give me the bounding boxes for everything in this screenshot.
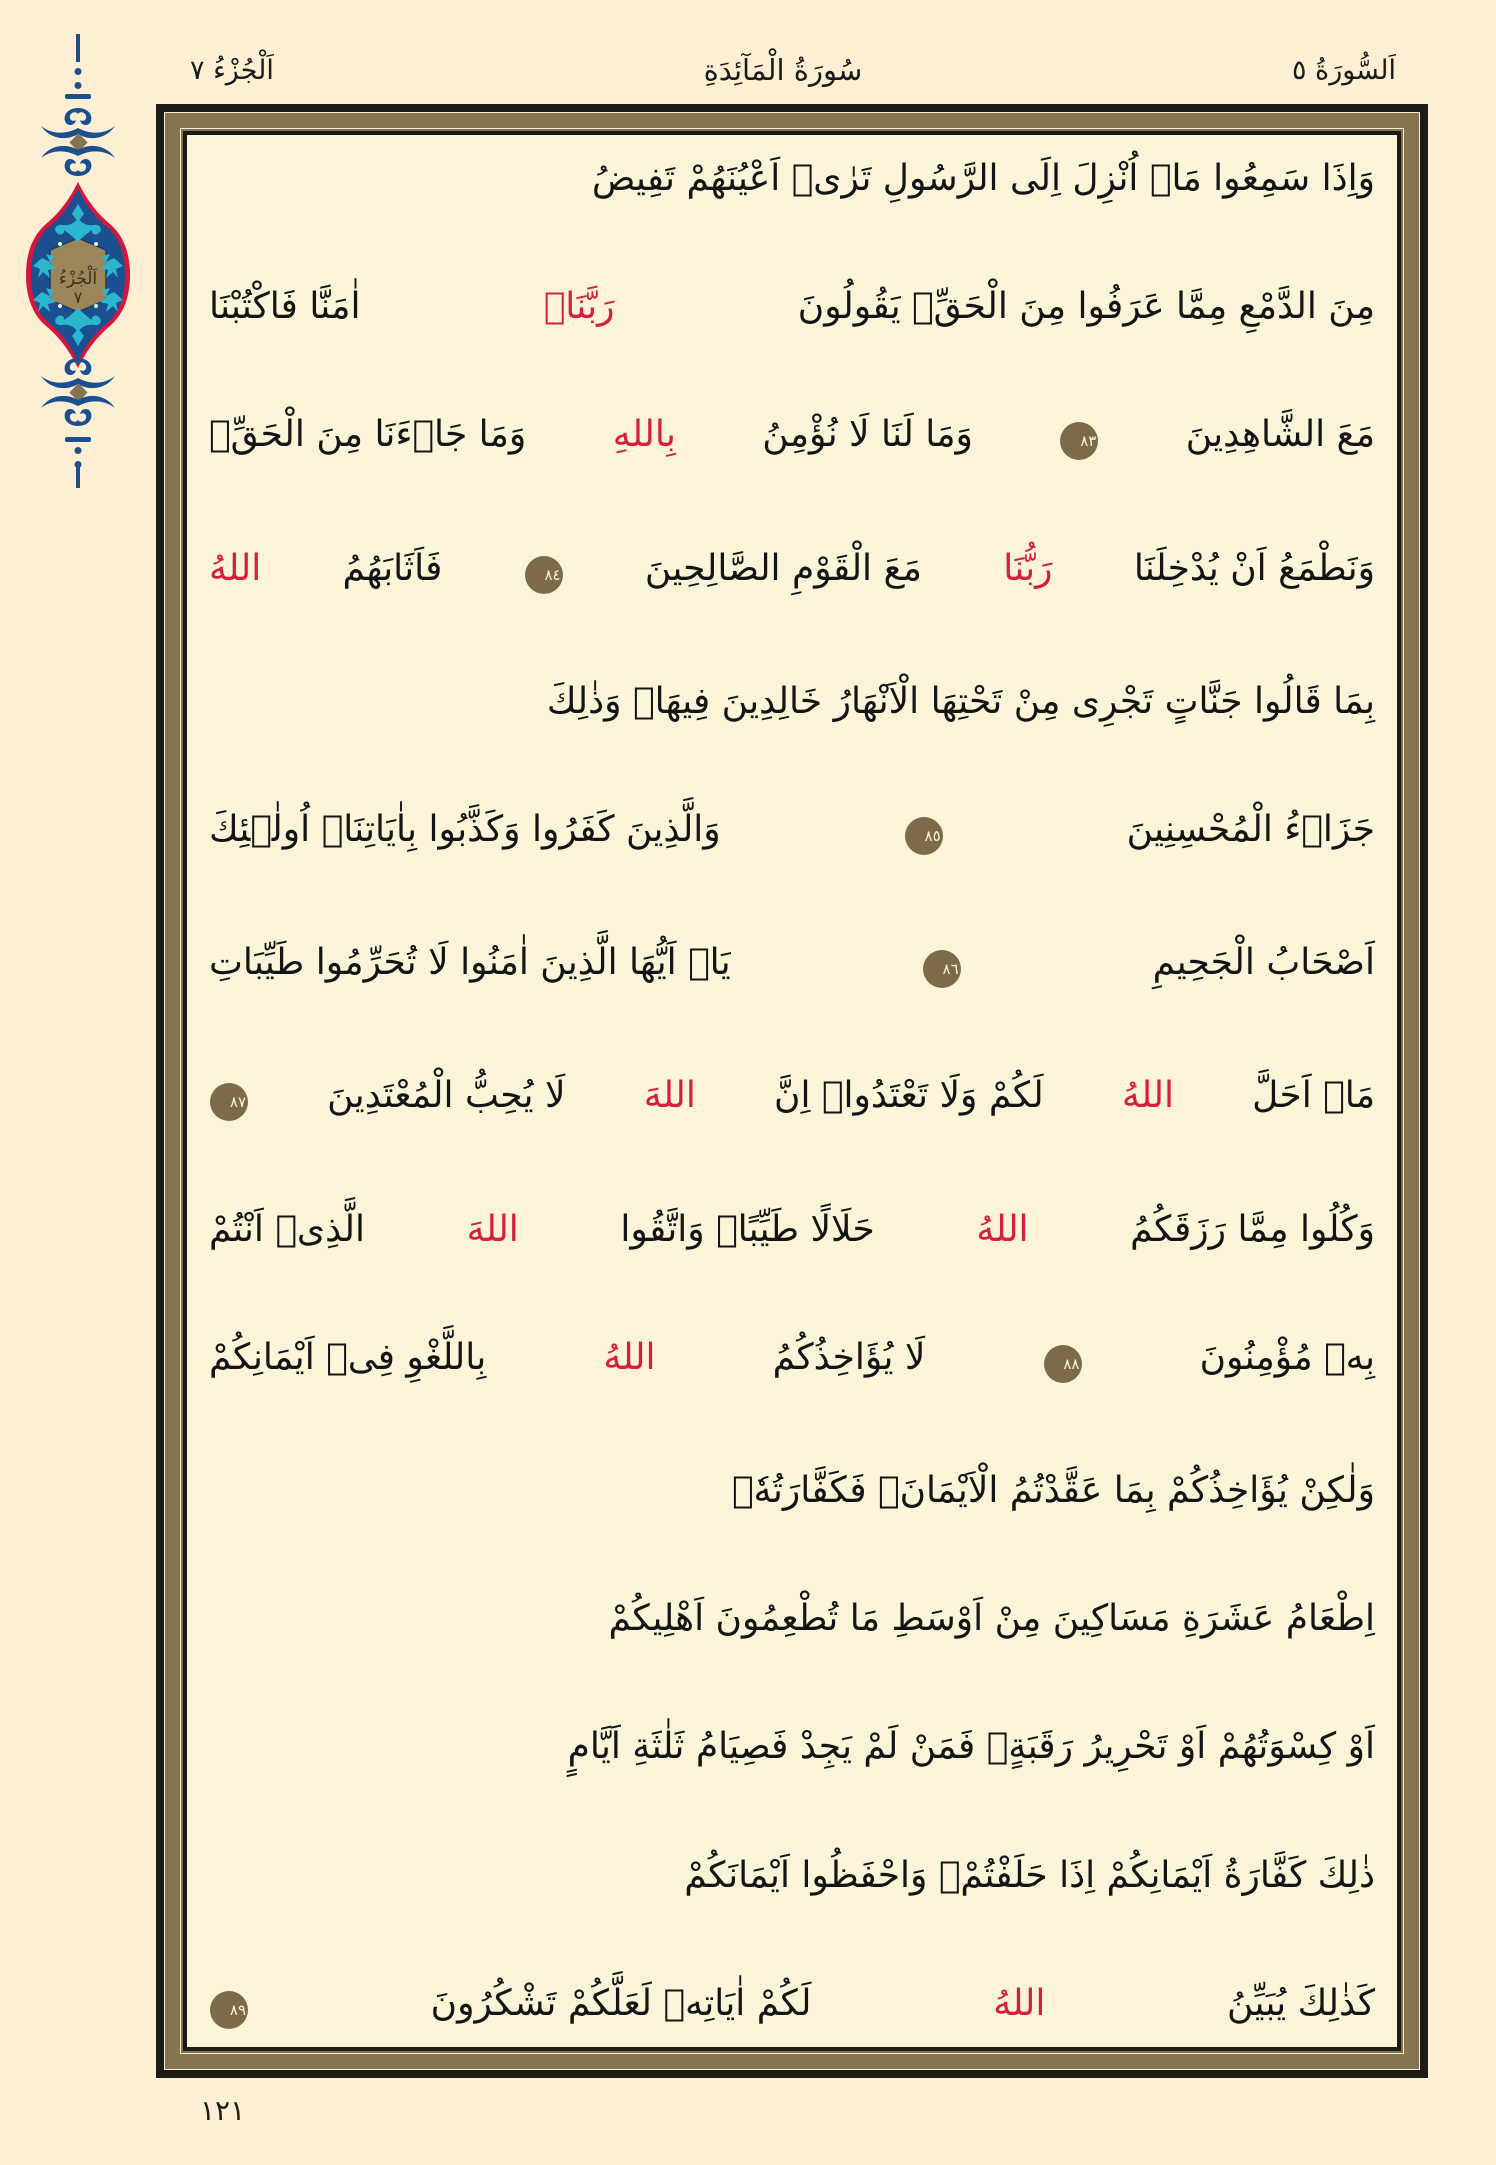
quran-text-segment: وَنَطْمَعُ اَنْ يُدْخِلَنَا (1122, 547, 1375, 589)
quran-text-segment: بِمَا قَالُوا جَنَّاتٍ تَجْرِى مِنْ تَحْتِهَا الْاَنْهَارُ خَالِدِينَ فِيهَاۚ وَذٰلِكَ (546, 680, 1375, 722)
quran-text-segment: وَالَّذِينَ كَفَرُوا وَكَذَّبُوا بِاٰيَاتِنَاۤ اُولٰۤئِكَ (209, 809, 733, 851)
quran-text-segment: لَا يُحِبُّ الْمُعْتَدِينَ (315, 1075, 577, 1117)
ornament-stem-bottom (76, 464, 80, 488)
divine-name-word: رَبُّنَا (1003, 547, 1053, 589)
quran-text-frame (156, 104, 1428, 2078)
quran-text-segment: لَكُمْ اٰيَاتِهٖ لَعَلَّكُمْ تَشْكُرُونَ (419, 1982, 823, 2024)
quran-text-segment: كَذٰلِكَ يُبَيِّنُ (1215, 1982, 1375, 2024)
juz-medallion-number: ٧ (73, 287, 83, 307)
quran-text-segment: مَعَ الْقَوْمِ الصَّالِحِينَ (633, 547, 934, 589)
quran-text-segment: وَمَا جَاۤءَنَا مِنَ الْحَقِّۙ (209, 414, 538, 456)
ornament-flourish-bottom-icon (33, 354, 123, 430)
quran-text-segment: مِنَ الدَّمْعِ مِمَّا عَرَفُوا مِنَ الْحَقِّۚ يَقُولُونَ (786, 286, 1375, 328)
ornament-dot (75, 68, 82, 75)
header-surah-number-label: اَلسُّورَةُ ٥ (1291, 54, 1396, 86)
quran-line (209, 1336, 1375, 1381)
divine-name-word: اللهُ (993, 1982, 1046, 2024)
divine-name-word: اللهَ (643, 1075, 696, 1117)
divine-name-word: اللهُ (1121, 1075, 1175, 1117)
quran-text-segment: مَعَ الشَّاهِدِينَ (1174, 414, 1375, 456)
header-surah-title: سُورَةُ الْمَآئِدَةِ (703, 53, 863, 87)
juz-medallion-label: اَلْجُزْءُ (58, 269, 98, 289)
page-header (150, 40, 1436, 100)
quran-line (209, 414, 1375, 458)
ornament-bar (65, 94, 91, 99)
juz-medallion-shape (26, 180, 130, 370)
ornament-dot (75, 447, 82, 454)
quran-text-segment: وَلٰكِنْ يُؤَاخِذُكُمْ بِمَا عَقَّدْتُمُ الْاَيْمَانَۚ فَكَفَّارَتُهٗۤ (731, 1470, 1375, 1512)
quran-text-segment: لَا يُؤَاخِذُكُمُ (761, 1336, 937, 1378)
header-juz-label: اَلْجُزْءُ ٧ (190, 54, 274, 86)
quran-line (209, 1208, 1375, 1250)
frame-inner-border (183, 131, 1401, 2051)
quran-text-segment: وَمَا لَنَا لَا نُؤْمِنُ (750, 414, 985, 456)
page-number: ١٢١ (200, 2094, 246, 2127)
quran-text-segment: فَاَثَابَهُمُ (331, 547, 454, 589)
quran-text-segment: اٰمَنَّا فَاكْتُبْنَا (209, 286, 372, 328)
quran-text-segment: بِهٖ مُؤْمِنُونَ (1188, 1336, 1375, 1378)
quran-line (209, 1854, 1375, 1896)
ayah-number-marker: ٨٣ (1062, 424, 1096, 458)
quran-text-segment: وَاِذَا سَمِعُوا مَاۤ اُنْزِلَ اِلَى الرَّسُولِ تَرٰىۤ اَعْيُنَهُمْ تَفِيضُ (591, 158, 1375, 199)
ayah-number-marker: ٨٩ (212, 1993, 246, 2027)
quran-line (209, 286, 1375, 328)
quran-line (209, 1726, 1375, 1768)
quran-text-segment: جَزَاۤءُ الْمُحْسِنِينَ (1115, 809, 1375, 851)
divine-name-word: اللهُ (976, 1208, 1029, 1250)
divine-name-word: بِاللهِ (612, 414, 676, 456)
quran-line (209, 1470, 1375, 1512)
quran-text-segment: لَكُمْ وَلَا تَعْتَدُواۚ اِنَّ (762, 1075, 1056, 1117)
quran-line (209, 809, 1375, 853)
ayah-number-marker: ٨٧ (212, 1085, 246, 1119)
quran-text-segment: الَّذِىۤ اَنْتُمْ (209, 1208, 377, 1250)
quran-text-body (187, 135, 1397, 2047)
juz-medallion-ornament (26, 8, 130, 508)
quran-line (209, 158, 1375, 199)
quran-line (209, 1075, 1375, 1119)
divine-name-word: اللهُ (209, 547, 262, 589)
divine-name-word: اللهُ (603, 1336, 656, 1378)
quran-text-segment: بِاللَّغْوِ فِىۤ اَيْمَانِكُمْ (209, 1336, 498, 1378)
quran-line (209, 1982, 1375, 2027)
frame-gold-band (164, 112, 1420, 2070)
ornament-stem-top (76, 34, 80, 62)
ayah-number-marker: ٨٥ (907, 819, 941, 853)
quran-text-segment: اِطْعَامُ عَشَرَةِ مَسَاكِينَ مِنْ اَوْسَطِ مَا تُطْعِمُونَ اَهْلِيكُمْ (608, 1598, 1375, 1640)
quran-line (209, 1598, 1375, 1640)
quran-text-segment: حَلَالًا طَيِّبًاۖ وَاتَّقُوا (608, 1208, 887, 1250)
quran-text-segment: اَصْحَابُ الْجَحِيمِ (1141, 942, 1375, 984)
quran-text-segment: يَاۤ اَيُّهَا الَّذِينَ اٰمَنُوا لَا تُحَرِّمُوا طَيِّبَاتِ (209, 942, 743, 984)
quran-line (209, 680, 1375, 722)
ornament-dot (75, 82, 82, 89)
ayah-number-marker: ٨٨ (1046, 1347, 1080, 1381)
divine-name-word: رَبَّنَاۤ (543, 286, 615, 328)
frame-hairline (180, 128, 1404, 2054)
ornament-bar (65, 437, 91, 442)
ornament-flourish-top-icon (33, 104, 123, 180)
divine-name-word: اللهَ (466, 1208, 519, 1250)
quran-line (209, 547, 1375, 592)
quran-text-segment: ذٰلِكَ كَفَّارَةُ اَيْمَانِكُمْ اِذَا حَلَفْتُمْۚ وَاحْفَظُوا اَيْمَانَكُمْ (684, 1854, 1375, 1896)
quran-line (209, 942, 1375, 986)
quran-text-segment: وَكُلُوا مِمَّا رَزَقَكُمُ (1118, 1208, 1375, 1250)
ayah-number-marker: ٨٦ (925, 952, 959, 986)
quran-text-segment: مَاۤ اَحَلَّ (1240, 1075, 1375, 1117)
ayah-number-marker: ٨٤ (527, 558, 561, 592)
quran-text-segment: اَوْ كِسْوَتُهُمْ اَوْ تَحْرِيرُ رَقَبَةٍۚ فَمَنْ لَمْ يَجِدْ فَصِيَامُ ثَلٰثَةِ اَيَّامٍ (567, 1726, 1375, 1768)
